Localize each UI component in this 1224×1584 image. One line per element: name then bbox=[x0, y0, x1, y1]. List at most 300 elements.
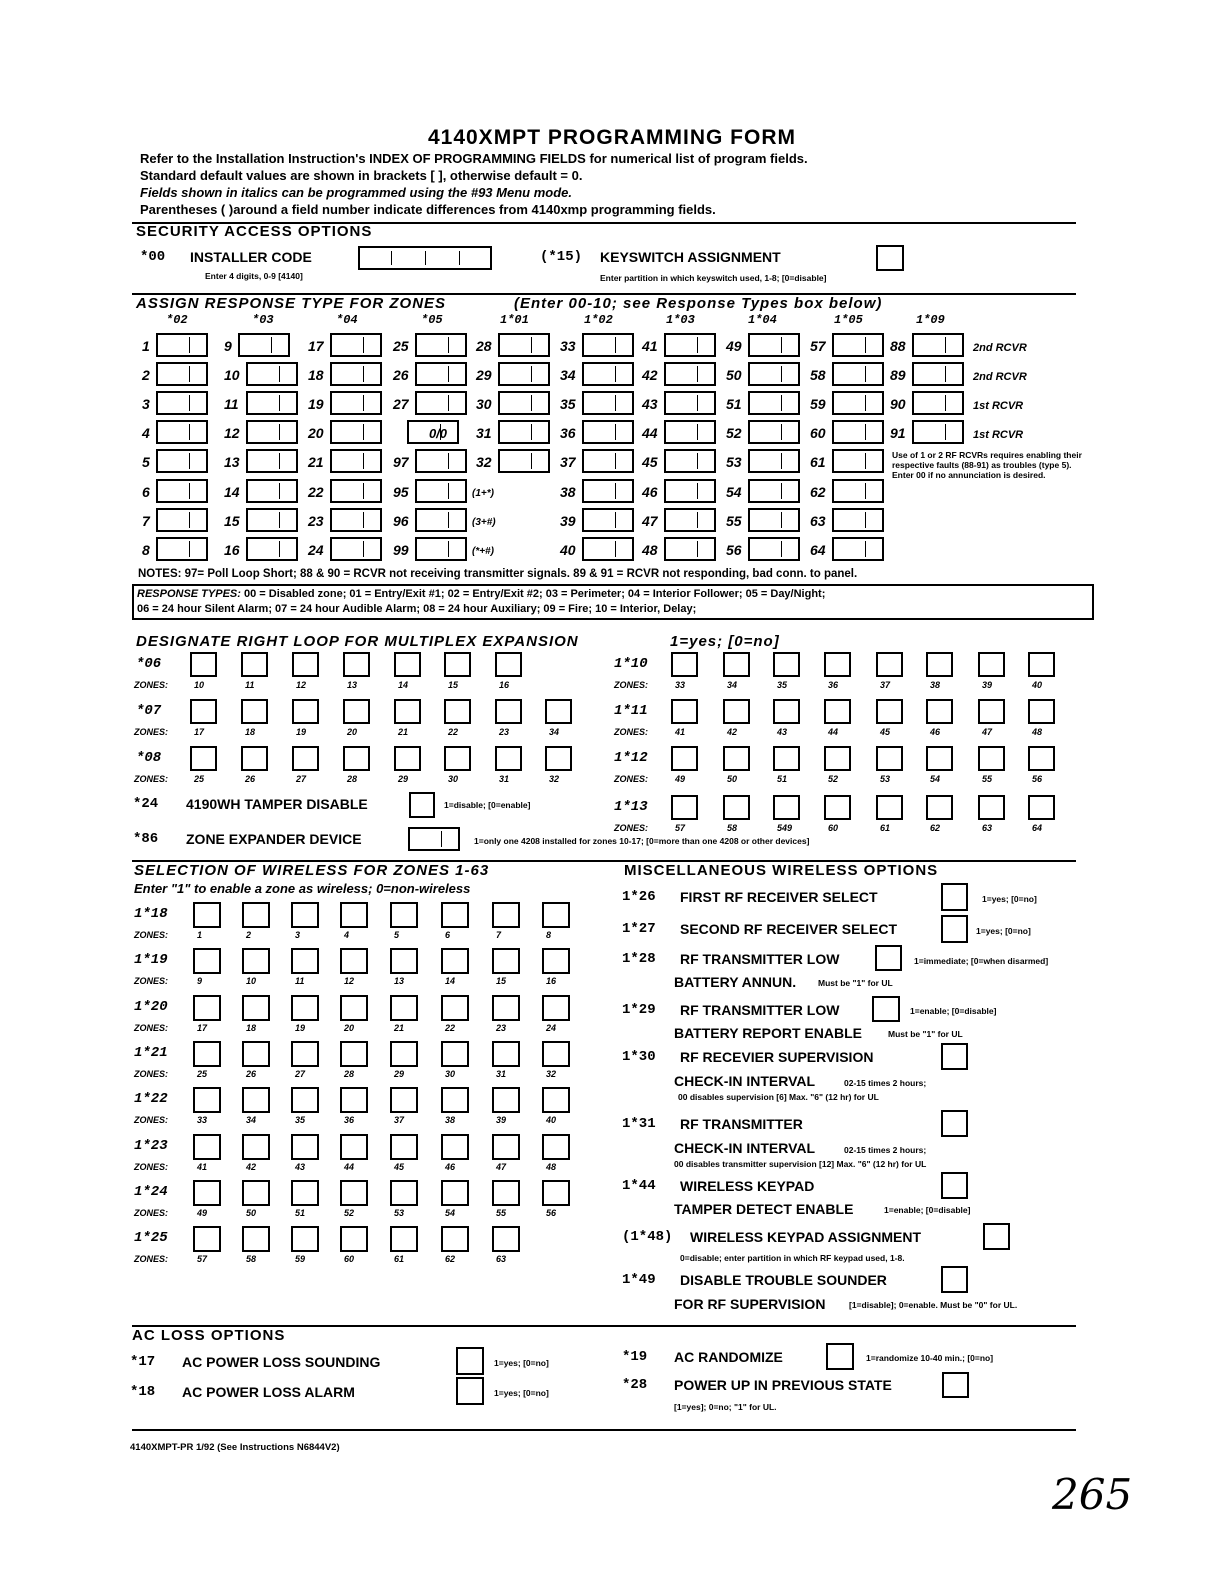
wireless-zone-label: 40 bbox=[546, 1115, 557, 1126]
zone-label-15: 15 bbox=[224, 513, 240, 529]
mux-field-right-3: 1*13 bbox=[614, 799, 648, 815]
mux-checkbox[interactable] bbox=[773, 746, 800, 771]
zone-response-input[interactable] bbox=[664, 449, 716, 473]
zone-response-input[interactable] bbox=[415, 333, 467, 357]
divider bbox=[459, 251, 460, 265]
wireless-checkbox[interactable] bbox=[441, 1226, 469, 1252]
mux-zone-label: 41 bbox=[675, 727, 686, 737]
mux-checkbox[interactable] bbox=[444, 746, 471, 771]
zone-response-input[interactable] bbox=[832, 362, 884, 386]
zone-response-input[interactable] bbox=[832, 420, 884, 444]
mux-zone-label: 53 bbox=[880, 774, 891, 784]
wireless-checkbox[interactable] bbox=[340, 948, 368, 974]
zone-response-input[interactable] bbox=[498, 449, 550, 473]
mux-checkbox[interactable] bbox=[545, 699, 572, 724]
ac-sounding-label: AC POWER LOSS SOUNDING bbox=[182, 1354, 381, 1370]
wireless-checkbox[interactable] bbox=[193, 1180, 221, 1206]
wireless-field-1: 1*19 bbox=[134, 952, 168, 969]
mux-checkbox[interactable] bbox=[545, 746, 572, 771]
mux-zone-label: 25 bbox=[194, 774, 205, 784]
mux-checkbox[interactable] bbox=[978, 699, 1005, 724]
mux-checkbox[interactable] bbox=[343, 746, 370, 771]
zone-response-input[interactable] bbox=[912, 333, 964, 357]
wireless-checkbox[interactable] bbox=[492, 1041, 520, 1067]
wireless-zone-label: 39 bbox=[496, 1115, 507, 1126]
wireless-keypad-tamper-input[interactable] bbox=[941, 1172, 968, 1199]
mux-zone-label: 37 bbox=[880, 680, 891, 690]
zone-response-input[interactable] bbox=[156, 537, 208, 561]
wireless-checkbox[interactable] bbox=[390, 995, 418, 1021]
keypad-assign-input[interactable] bbox=[983, 1223, 1010, 1250]
wireless-checkbox[interactable] bbox=[441, 995, 469, 1021]
field-1-30: 1*30 bbox=[622, 1049, 656, 1065]
wireless-checkbox[interactable] bbox=[291, 948, 319, 974]
multiplex-header: DESIGNATE RIGHT LOOP FOR MULTIPLEX EXPANSION bbox=[136, 633, 579, 650]
mux-checkbox[interactable] bbox=[978, 795, 1005, 820]
keypad-assign-label: WIRELESS KEYPAD ASSIGNMENT bbox=[690, 1229, 922, 1245]
wireless-field-4: 1*22 bbox=[134, 1091, 168, 1108]
rf-trans-input[interactable] bbox=[941, 1110, 968, 1137]
wireless-checkbox[interactable] bbox=[242, 948, 270, 974]
rf-rcvr-super-input[interactable] bbox=[941, 1043, 968, 1070]
mux-zone-label: 33 bbox=[675, 680, 686, 690]
zone-response-input[interactable] bbox=[330, 420, 382, 444]
zone-response-input[interactable] bbox=[664, 333, 716, 357]
tamper-disable-input[interactable] bbox=[409, 792, 435, 818]
mux-checkbox[interactable] bbox=[394, 652, 421, 677]
mux-checkbox[interactable] bbox=[671, 746, 698, 771]
mux-zone-label: 49 bbox=[675, 774, 686, 784]
mux-checkbox[interactable] bbox=[978, 746, 1005, 771]
first-rf-input[interactable] bbox=[941, 883, 968, 911]
zone-response-input[interactable] bbox=[832, 537, 884, 561]
mux-checkbox[interactable] bbox=[773, 652, 800, 677]
mux-checkbox[interactable] bbox=[1028, 795, 1055, 820]
wireless-checkbox[interactable] bbox=[441, 948, 469, 974]
rf-low-report-input[interactable] bbox=[872, 996, 900, 1022]
zone-response-input[interactable] bbox=[330, 479, 382, 503]
wireless-checkbox[interactable] bbox=[390, 902, 418, 928]
wireless-checkbox[interactable] bbox=[492, 1226, 520, 1252]
wireless-checkbox[interactable] bbox=[492, 995, 520, 1021]
mux-checkbox[interactable] bbox=[343, 652, 370, 677]
zone-response-input[interactable] bbox=[330, 333, 382, 357]
zone-response-input[interactable] bbox=[156, 479, 208, 503]
mux-zone-label: 35 bbox=[777, 680, 788, 690]
wireless-zone-label: 59 bbox=[295, 1254, 306, 1265]
zone-response-input[interactable] bbox=[156, 420, 208, 444]
wireless-checkbox[interactable] bbox=[390, 1041, 418, 1067]
zone-label-51: 51 bbox=[726, 396, 742, 412]
wireless-checkbox[interactable] bbox=[291, 1134, 319, 1160]
zone-label-14: 14 bbox=[224, 484, 240, 500]
mux-checkbox[interactable] bbox=[1028, 652, 1055, 677]
mux-zone-label: 15 bbox=[448, 680, 459, 690]
wireless-checkbox[interactable] bbox=[193, 995, 221, 1021]
zone-response-input[interactable] bbox=[832, 508, 884, 532]
zone-response-input[interactable] bbox=[832, 333, 884, 357]
wireless-zone-label: 31 bbox=[496, 1068, 507, 1079]
mux-checkbox[interactable] bbox=[876, 652, 903, 677]
ac-randomize-label: AC RANDOMIZE bbox=[674, 1349, 783, 1365]
wireless-checkbox[interactable] bbox=[340, 995, 368, 1021]
zone-response-input[interactable] bbox=[330, 537, 382, 561]
wireless-zone-label: 24 bbox=[546, 1022, 557, 1033]
zone-response-input[interactable] bbox=[664, 537, 716, 561]
mux-checkbox[interactable] bbox=[394, 746, 421, 771]
response-field-9: 1*09 bbox=[916, 313, 945, 327]
mux-zone-label: 52 bbox=[828, 774, 839, 784]
wireless-checkbox[interactable] bbox=[291, 1226, 319, 1252]
zone-response-input[interactable] bbox=[156, 449, 208, 473]
wireless-checkbox[interactable] bbox=[340, 1134, 368, 1160]
mux-zone-label: 29 bbox=[398, 774, 409, 784]
zone-response-input[interactable] bbox=[582, 479, 634, 503]
zone-response-input[interactable] bbox=[582, 362, 634, 386]
mux-checkbox[interactable] bbox=[671, 652, 698, 677]
mux-checkbox[interactable] bbox=[824, 795, 851, 820]
footer: 4140XMPT-PR 1/92 (See Instructions N6844V2) bbox=[130, 1442, 340, 1453]
wireless-zone-label: 43 bbox=[295, 1161, 306, 1172]
intro-line-3: Fields shown in italics can be programmed using the #93 Menu mode. bbox=[140, 185, 572, 200]
mux-checkbox[interactable] bbox=[926, 699, 953, 724]
zone-response-input[interactable] bbox=[664, 479, 716, 503]
mux-checkbox[interactable] bbox=[444, 699, 471, 724]
mux-zone-label: 28 bbox=[347, 774, 358, 784]
wireless-checkbox[interactable] bbox=[542, 948, 570, 974]
trouble-sounder-input[interactable] bbox=[941, 1266, 968, 1293]
wireless-zone-label: 51 bbox=[295, 1207, 306, 1218]
wireless-checkbox[interactable] bbox=[340, 902, 368, 928]
wireless-zone-label: 53 bbox=[394, 1207, 405, 1218]
wireless-checkbox[interactable] bbox=[291, 995, 319, 1021]
mux-checkbox[interactable] bbox=[241, 746, 268, 771]
zone-response-input[interactable] bbox=[582, 420, 634, 444]
zone-response-input[interactable] bbox=[415, 362, 467, 386]
zone-response-input[interactable] bbox=[246, 537, 298, 561]
zone-response-input[interactable] bbox=[156, 391, 208, 415]
wireless-checkbox[interactable] bbox=[340, 1226, 368, 1252]
wireless-zone-label: 15 bbox=[496, 976, 507, 987]
zone-response-input[interactable] bbox=[498, 333, 550, 357]
mux-checkbox[interactable] bbox=[190, 746, 217, 771]
mux-zone-label: 26 bbox=[245, 774, 256, 784]
zone-label-28: 28 bbox=[476, 338, 492, 354]
mux-zone-label: 14 bbox=[398, 680, 409, 690]
zone-response-input[interactable] bbox=[832, 391, 884, 415]
mux-checkbox[interactable] bbox=[926, 746, 953, 771]
zone-response-input[interactable] bbox=[912, 362, 964, 386]
wireless-zone-label: 26 bbox=[246, 1068, 257, 1079]
rf-low-annun-input[interactable] bbox=[875, 945, 902, 971]
mux-checkbox[interactable] bbox=[773, 795, 800, 820]
ac-sounding-input[interactable] bbox=[456, 1347, 484, 1375]
mux-zone-label: 40 bbox=[1032, 680, 1043, 690]
zone-response-input[interactable] bbox=[330, 362, 382, 386]
zone-response-input[interactable] bbox=[664, 391, 716, 415]
wireless-checkbox[interactable] bbox=[291, 902, 319, 928]
mux-checkbox[interactable] bbox=[824, 652, 851, 677]
zone-label-18: 18 bbox=[308, 367, 324, 383]
rf-supervision-label: FOR RF SUPERVISION bbox=[674, 1296, 826, 1312]
mux-checkbox[interactable] bbox=[241, 652, 268, 677]
first-rf-label: FIRST RF RECEIVER SELECT bbox=[680, 889, 878, 905]
wireless-checkbox[interactable] bbox=[242, 1226, 270, 1252]
wireless-checkbox[interactable] bbox=[291, 1180, 319, 1206]
wireless-zone-label: 47 bbox=[496, 1161, 507, 1172]
mux-checkbox[interactable] bbox=[978, 652, 1005, 677]
intro-line-4: Parentheses ( )around a field number indicate differences from 4140xmp programming fields. bbox=[140, 202, 716, 217]
wireless-checkbox[interactable] bbox=[390, 1180, 418, 1206]
zone-response-input[interactable] bbox=[246, 391, 298, 415]
tamper-disable-label: 4190WH TAMPER DISABLE bbox=[186, 796, 368, 812]
wireless-zone-label: 4 bbox=[344, 930, 350, 940]
rcvr-checkin-label: CHECK-IN INTERVAL bbox=[674, 1073, 816, 1089]
keyswitch-input[interactable] bbox=[876, 245, 904, 271]
wireless-checkbox[interactable] bbox=[193, 948, 221, 974]
wireless-checkbox[interactable] bbox=[441, 1041, 469, 1067]
battery-report-label: BATTERY REPORT ENABLE bbox=[674, 1025, 862, 1041]
zone-label-8: 8 bbox=[142, 542, 150, 558]
wireless-checkbox[interactable] bbox=[492, 948, 520, 974]
mux-checkbox[interactable] bbox=[671, 699, 698, 724]
zone-response-input[interactable] bbox=[415, 391, 467, 415]
zone-response-input[interactable] bbox=[498, 391, 550, 415]
mux-checkbox[interactable] bbox=[723, 746, 750, 771]
mux-checkbox[interactable] bbox=[190, 699, 217, 724]
divider bbox=[391, 251, 392, 265]
wireless-checkbox[interactable] bbox=[242, 995, 270, 1021]
wireless-checkbox[interactable] bbox=[242, 1134, 270, 1160]
wireless-checkbox[interactable] bbox=[340, 1087, 368, 1113]
wireless-checkbox[interactable] bbox=[542, 902, 570, 928]
mux-zone-label: 12 bbox=[296, 680, 307, 690]
zone-label-46: 46 bbox=[642, 484, 658, 500]
zone-response-input[interactable] bbox=[832, 479, 884, 503]
wireless-checkbox[interactable] bbox=[492, 1134, 520, 1160]
power-up-input[interactable] bbox=[942, 1372, 969, 1398]
zone-response-input[interactable] bbox=[246, 362, 298, 386]
wireless-zone-label: 41 bbox=[197, 1161, 208, 1172]
zone-label-42: 42 bbox=[642, 367, 658, 383]
wireless-checkbox[interactable] bbox=[193, 902, 221, 928]
zone-response-input[interactable] bbox=[748, 333, 800, 357]
zone-response-input[interactable] bbox=[156, 333, 208, 357]
zone-response-input[interactable] bbox=[156, 508, 208, 532]
zone-response-input[interactable] bbox=[330, 449, 382, 473]
zone-response-input[interactable] bbox=[912, 391, 964, 415]
zone-response-input[interactable] bbox=[330, 391, 382, 415]
wireless-zone-label: 46 bbox=[445, 1161, 456, 1172]
mux-checkbox[interactable] bbox=[876, 699, 903, 724]
wireless-checkbox[interactable] bbox=[291, 1041, 319, 1067]
mux-zone-label: 44 bbox=[828, 727, 839, 737]
mux-checkbox[interactable] bbox=[1028, 746, 1055, 771]
zone-label-55: 55 bbox=[726, 513, 742, 529]
rf-low-annun-label: RF TRANSMITTER LOW bbox=[680, 951, 840, 967]
mux-checkbox[interactable] bbox=[292, 699, 319, 724]
wireless-checkbox[interactable] bbox=[492, 1087, 520, 1113]
zone-expander-note: 1=only one 4208 installed for zones 10-17; [0=more than one 4208 or other devices] bbox=[474, 836, 810, 846]
mux-zone-label: 61 bbox=[880, 823, 891, 833]
power-up-note: [1=yes]; 0=no; "1" for UL. bbox=[674, 1402, 777, 1412]
mux-checkbox[interactable] bbox=[824, 699, 851, 724]
mux-checkbox[interactable] bbox=[444, 652, 471, 677]
wireless-checkbox[interactable] bbox=[193, 1134, 221, 1160]
zone-response-input[interactable] bbox=[246, 420, 298, 444]
zone-response-input[interactable] bbox=[582, 333, 634, 357]
mux-checkbox[interactable] bbox=[495, 699, 522, 724]
zone-response-input[interactable] bbox=[748, 362, 800, 386]
field-1-31: 1*31 bbox=[622, 1116, 656, 1132]
security-header: SECURITY ACCESS OPTIONS bbox=[136, 223, 373, 240]
mux-checkbox[interactable] bbox=[671, 795, 698, 820]
zone-response-input[interactable] bbox=[582, 391, 634, 415]
zone-response-input[interactable] bbox=[498, 362, 550, 386]
response-field-7: 1*04 bbox=[748, 313, 777, 327]
mux-checkbox[interactable] bbox=[723, 795, 750, 820]
wireless-checkbox[interactable] bbox=[542, 1134, 570, 1160]
mux-checkbox[interactable] bbox=[241, 699, 268, 724]
zone-label-11: 11 bbox=[224, 396, 239, 412]
wireless-checkbox[interactable] bbox=[340, 1041, 368, 1067]
zone-response-input[interactable] bbox=[498, 420, 550, 444]
mux-checkbox[interactable] bbox=[495, 746, 522, 771]
second-rf-input[interactable] bbox=[941, 915, 968, 943]
wireless-checkbox[interactable] bbox=[441, 902, 469, 928]
mux-checkbox[interactable] bbox=[292, 746, 319, 771]
zone-response-input[interactable] bbox=[246, 479, 298, 503]
mux-checkbox[interactable] bbox=[394, 699, 421, 724]
mux-field-left-0: *06 bbox=[136, 656, 162, 672]
wireless-checkbox[interactable] bbox=[242, 902, 270, 928]
zone-label-10: 10 bbox=[224, 367, 240, 383]
wireless-checkbox[interactable] bbox=[390, 1087, 418, 1113]
wireless-checkbox[interactable] bbox=[242, 1041, 270, 1067]
wireless-checkbox[interactable] bbox=[492, 902, 520, 928]
mux-checkbox[interactable] bbox=[495, 652, 522, 677]
zone-response-input[interactable] bbox=[246, 508, 298, 532]
zone-response-input[interactable] bbox=[582, 449, 634, 473]
ac-alarm-input[interactable] bbox=[456, 1377, 484, 1405]
mux-field-right-2: 1*12 bbox=[614, 750, 648, 766]
zone-label-36: 36 bbox=[560, 425, 576, 441]
zone-response-input[interactable] bbox=[748, 420, 800, 444]
zone-response-input[interactable] bbox=[238, 333, 290, 357]
zone-response-input[interactable] bbox=[415, 479, 467, 503]
default-00: 0/0 bbox=[428, 426, 448, 441]
wireless-checkbox[interactable] bbox=[242, 1087, 270, 1113]
wireless-checkbox[interactable] bbox=[542, 1087, 570, 1113]
wireless-checkbox[interactable] bbox=[340, 1180, 368, 1206]
ac-alarm-note: 1=yes; [0=no] bbox=[494, 1388, 549, 1398]
wireless-checkbox[interactable] bbox=[390, 1226, 418, 1252]
mux-checkbox[interactable] bbox=[343, 699, 370, 724]
zone-label-3: 3 bbox=[142, 396, 150, 412]
wireless-checkbox[interactable] bbox=[441, 1087, 469, 1113]
zone-response-input[interactable] bbox=[156, 362, 208, 386]
zone-response-input[interactable] bbox=[748, 537, 800, 561]
wireless-zone-label: 25 bbox=[197, 1068, 208, 1079]
zone-response-input[interactable] bbox=[330, 508, 382, 532]
zone-response-input[interactable] bbox=[832, 449, 884, 473]
field-17: *17 bbox=[130, 1354, 156, 1370]
wireless-checkbox[interactable] bbox=[193, 1087, 221, 1113]
mux-checkbox[interactable] bbox=[824, 746, 851, 771]
zone-response-input[interactable] bbox=[748, 449, 800, 473]
mux-checkbox[interactable] bbox=[723, 699, 750, 724]
wireless-checkbox[interactable] bbox=[542, 1041, 570, 1067]
mux-checkbox[interactable] bbox=[292, 652, 319, 677]
mux-checkbox[interactable] bbox=[723, 652, 750, 677]
zone-label-88: 88 bbox=[890, 338, 906, 354]
zone-response-input[interactable] bbox=[748, 391, 800, 415]
wireless-checkbox[interactable] bbox=[242, 1180, 270, 1206]
response-field-8: 1*05 bbox=[834, 313, 863, 327]
wireless-checkbox[interactable] bbox=[492, 1180, 520, 1206]
wireless-checkbox[interactable] bbox=[441, 1134, 469, 1160]
response-header-note: (Enter 00-10; see Response Types box below) bbox=[514, 295, 883, 312]
zone-response-input[interactable] bbox=[407, 420, 459, 444]
zone-response-input[interactable] bbox=[664, 508, 716, 532]
zone-response-input[interactable] bbox=[415, 449, 467, 473]
wireless-checkbox[interactable] bbox=[542, 995, 570, 1021]
field-1-44: 1*44 bbox=[622, 1178, 656, 1194]
zone-response-input[interactable] bbox=[912, 420, 964, 444]
zone-label-19: 19 bbox=[308, 396, 324, 412]
zone-response-input[interactable] bbox=[664, 362, 716, 386]
zone-expander-label: ZONE EXPANDER DEVICE bbox=[186, 831, 362, 847]
mux-zone-label: 47 bbox=[982, 727, 993, 737]
zone-response-input[interactable] bbox=[748, 508, 800, 532]
zone-response-input[interactable] bbox=[415, 508, 467, 532]
keyswitch-label: KEYSWITCH ASSIGNMENT bbox=[600, 249, 781, 265]
wireless-zone-label: 61 bbox=[394, 1254, 405, 1265]
mux-zone-label: 22 bbox=[448, 727, 459, 737]
zone-response-input[interactable] bbox=[748, 479, 800, 503]
battery-report-ul: Must be "1" for UL bbox=[888, 1029, 963, 1039]
wireless-checkbox[interactable] bbox=[291, 1087, 319, 1113]
wireless-checkbox[interactable] bbox=[390, 1134, 418, 1160]
mux-checkbox[interactable] bbox=[773, 699, 800, 724]
zone-response-input[interactable] bbox=[415, 537, 467, 561]
mux-checkbox[interactable] bbox=[926, 795, 953, 820]
wireless-checkbox[interactable] bbox=[193, 1041, 221, 1067]
zone-response-input[interactable] bbox=[664, 420, 716, 444]
zone-expander-input[interactable] bbox=[408, 827, 460, 851]
zone-response-input[interactable] bbox=[582, 537, 634, 561]
mux-checkbox[interactable] bbox=[876, 795, 903, 820]
zone-response-input[interactable] bbox=[246, 449, 298, 473]
zone-response-input[interactable] bbox=[582, 508, 634, 532]
mux-checkbox[interactable] bbox=[876, 746, 903, 771]
response-field-0: *02 bbox=[166, 313, 188, 327]
mux-zone-label: 18 bbox=[245, 727, 256, 737]
zone-label-2: 2 bbox=[142, 367, 150, 383]
wireless-checkbox[interactable] bbox=[542, 1180, 570, 1206]
rf-rcvr-super-label: RF RECEVIER SUPERVISION bbox=[680, 1049, 874, 1065]
rf-trans-label: RF TRANSMITTER bbox=[680, 1116, 803, 1132]
zone-label-49: 49 bbox=[726, 338, 742, 354]
mux-checkbox[interactable] bbox=[190, 652, 217, 677]
mux-checkbox[interactable] bbox=[1028, 699, 1055, 724]
mux-checkbox[interactable] bbox=[926, 652, 953, 677]
wireless-checkbox[interactable] bbox=[441, 1180, 469, 1206]
wireless-checkbox[interactable] bbox=[390, 948, 418, 974]
mux-field-right-1: 1*11 bbox=[614, 703, 648, 719]
ac-randomize-input[interactable] bbox=[826, 1343, 854, 1370]
wireless-checkbox[interactable] bbox=[193, 1226, 221, 1252]
